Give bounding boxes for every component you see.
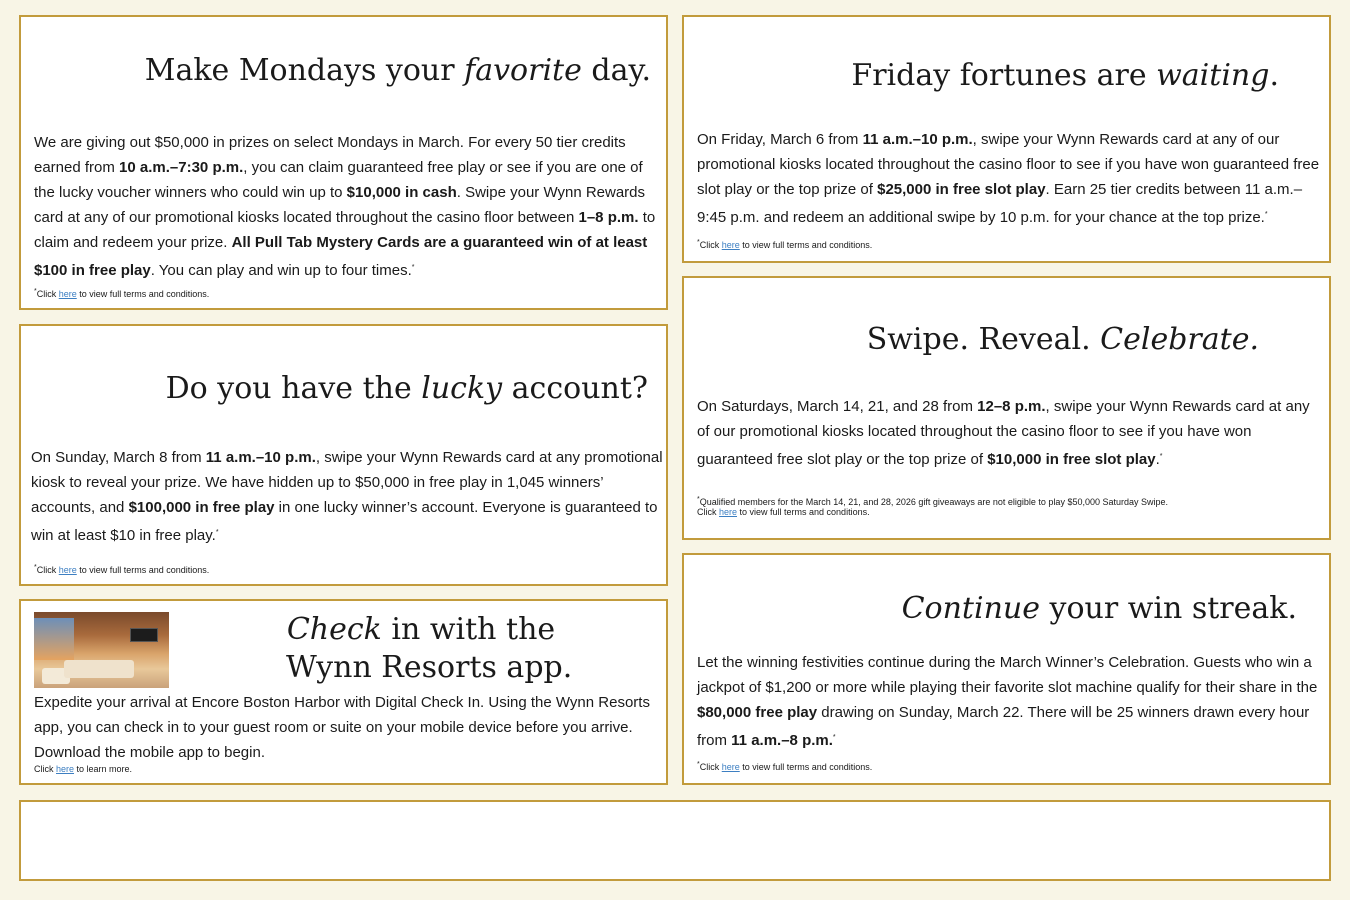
learn-more-link[interactable]: here	[56, 764, 75, 774]
qualification-note: *Qualified members for the March 14, 21, and 28, 2026 gift giveaways are not eligible to play $50,000 Saturday Swipe.	[697, 496, 1169, 507]
card-body: Let the winning festivities continue during the March Winner’s Celebration. Guests who win a jackpot of $1,200 or more while playing their favorite slot machine qualify for their share in the $80,000 free play drawing on Sunday, March 22. There will be 25 winners drawn every hour from 11 a.m.–8 p.m.*	[697, 654, 1318, 749]
card-title: Swipe. Reveal. Celebrate.	[866, 322, 1259, 357]
card-lucky-account	[19, 324, 668, 586]
terms-note: *Click here to view full terms and conditions.	[34, 564, 210, 575]
terms-link[interactable]: here	[721, 240, 740, 250]
card-body: We are giving out $50,000 in prizes on select Mondays in March. For every 50 tier credits earned from 10 a.m.–7:30 p.m., you can claim guaranteed free play or see if you are one of the lucky voucher winners who could win up to $10,000 in cash. Swipe your Wynn Rewards card at any of our promotional kiosks located throughout the casino floor between 1–8 p.m. to claim and redeem your prize. All Pull Tab Mystery Cards are a guaranteed win of at least $100 in free play. You can play and win up to four times.*	[34, 134, 656, 279]
card-title: Check in with the Wynn Resorts app.	[286, 612, 573, 685]
learn-more-note: Click here to learn more.	[34, 764, 133, 774]
card-check-in	[19, 599, 668, 785]
bottom-banner	[19, 800, 1331, 881]
card-body: On Saturdays, March 14, 21, and 28 from 12–8 p.m., swipe your Wynn Rewards card at any of our promotional kiosks located throughout the casino floor to see if you have won guaranteed free slot play or the top prize of $10,000 in free slot play.*	[697, 398, 1310, 468]
card-body: On Sunday, March 8 from 11 a.m.–10 p.m., swipe your Wynn Rewards card at any promotional kiosk to reveal your prize. We have hidden up to $50,000 in free play in 1,045 winners’ accounts, and $100,000 in free play in one lucky winner’s account. Everyone is guaranteed to win at least $10 in free play.*	[31, 449, 663, 544]
card-win-streak	[682, 553, 1331, 785]
card-swipe-reveal	[682, 276, 1331, 540]
card-friday	[682, 15, 1331, 263]
hotel-room-image	[34, 612, 169, 688]
terms-link[interactable]: here	[719, 507, 738, 517]
terms-note: *Click here to view full terms and conditions.	[697, 239, 873, 250]
terms-link[interactable]: here	[721, 762, 740, 772]
terms-note: *Click here to view full terms and conditions.	[34, 288, 210, 299]
card-mondays	[19, 15, 668, 310]
card-title: Do you have the lucky account?	[165, 371, 648, 406]
terms-note: Click here to view full terms and conditions.	[697, 507, 870, 517]
card-title: Continue your win streak.	[901, 591, 1297, 626]
terms-link[interactable]: here	[58, 565, 77, 575]
card-body: On Friday, March 6 from 11 a.m.–10 p.m., swipe your Wynn Rewards card at any of our promotional kiosks located throughout the casino floor to see if you have won guaranteed free slot play or the top prize of $25,000 in free slot play. Earn 25 tier credits between 11 a.m.–9:45 p.m. and redeem an additional swipe by 10 p.m. for your chance at the top prize.*	[697, 131, 1320, 226]
terms-link[interactable]: here	[58, 289, 77, 299]
card-title: Friday fortunes are waiting.	[851, 58, 1279, 93]
card-body: Expedite your arrival at Encore Boston Harbor with Digital Check In. Using the Wynn Resorts app, you can check in to your guest room or suite on your mobile device before you arrive. Download the mobile app to begin.	[34, 694, 650, 761]
card-title: Make Mondays your favorite day.	[144, 53, 651, 88]
terms-note: *Click here to view full terms and conditions.	[697, 761, 873, 772]
